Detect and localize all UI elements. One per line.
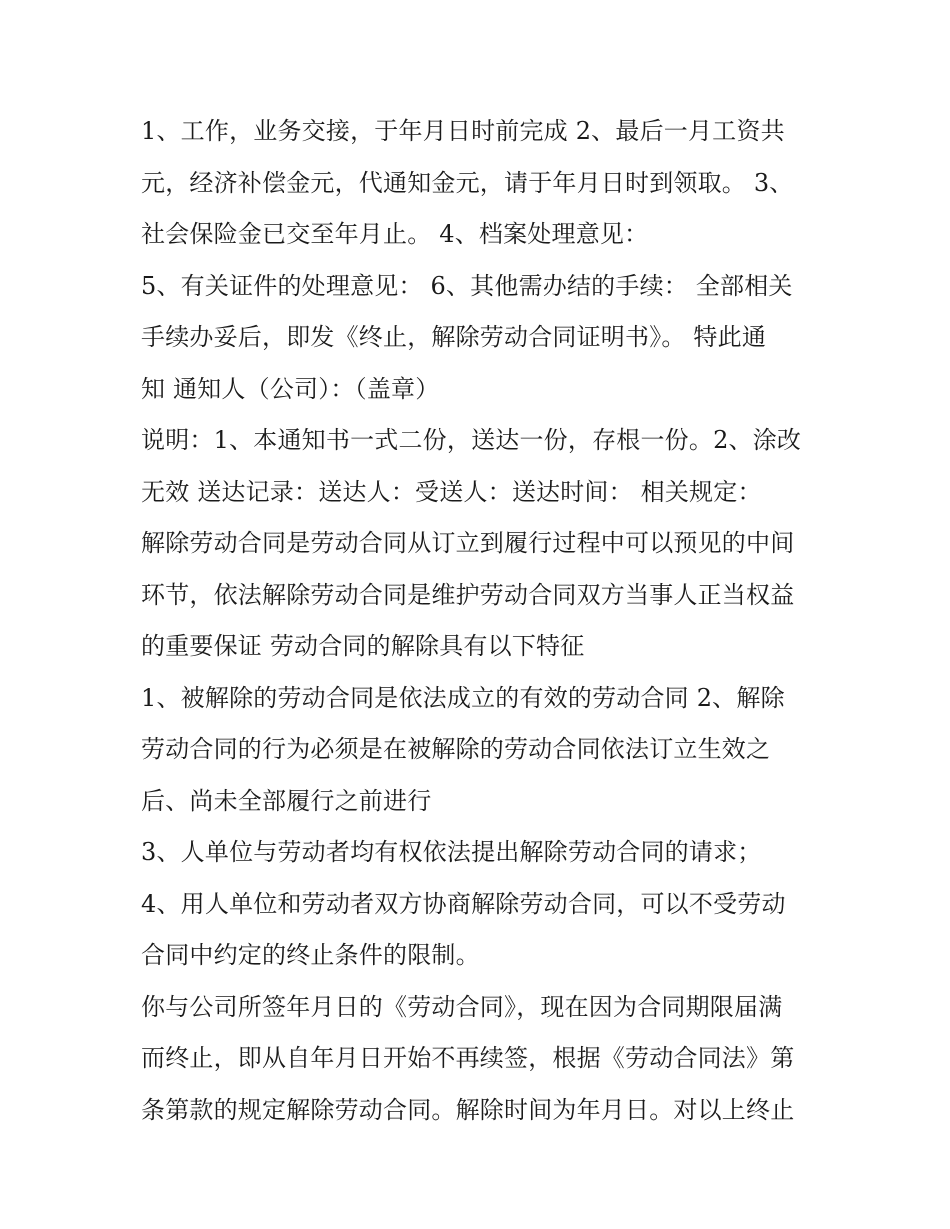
text-line: 5、有关证件的处理意见： 6、其他需办结的手续： 全部相关 [141,271,793,300]
text-line: 说明：1、本通知书一式二份，送达一份，存根一份。2、涂改 [141,426,802,454]
text-line: 社会保险金已交至年月止。 4、档案处理意见： [141,220,649,248]
text-line: 的重要保证 劳动合同的解除具有以下特征 [141,632,585,660]
text-line: 3、人单位与劳动者均有权依法提出解除劳动合同的请求； [141,838,762,866]
text-line: 手续办妥后，即发《终止，解除劳动合同证明书》。 特此通 [141,323,767,351]
text-line: 环节，依法解除劳动合同是维护劳动合同双方当事人正当权益 [141,580,795,609]
text-line: 解除劳动合同是劳动合同从订立到履行过程中可以预见的中间 [141,529,795,557]
document-body [141,106,821,1136]
text-line: 合同中约定的终止条件的限制。 [141,941,480,969]
text-line: 1、工作，业务交接，于年月日时前完成 2、最后一月工资共 [141,117,785,145]
text-line: 1、被解除的劳动合同是依法成立的有效的劳动合同 2、解除 [141,683,785,712]
text-line: 无效 送达记录：送达人：受送人：送达时间： 相关规定： [141,477,762,506]
text-line: 后、尚未全部履行之前进行 [141,786,432,815]
text-line: 劳动合同的行为必须是在被解除的劳动合同依法订立生效之 [141,735,771,763]
text-line: 你与公司所签年月日的《劳动合同》，现在因为合同期限届满 [141,992,783,1021]
text-line: 4、用人单位和劳动者双方协商解除劳动合同，可以不受劳动 [141,889,786,918]
text-line: 元，经济补偿金元，代通知金元，请于年月日时到领取。 3、 [141,168,794,197]
text-line: 知 通知人（公司）：（盖章） [141,374,440,403]
text-line: 条第款的规定解除劳动合同。解除时间为年月日。对以上终止 [141,1095,795,1124]
text-line: 而终止，即从自年月日开始不再续签，根据《劳动合同法》第 [141,1044,795,1072]
